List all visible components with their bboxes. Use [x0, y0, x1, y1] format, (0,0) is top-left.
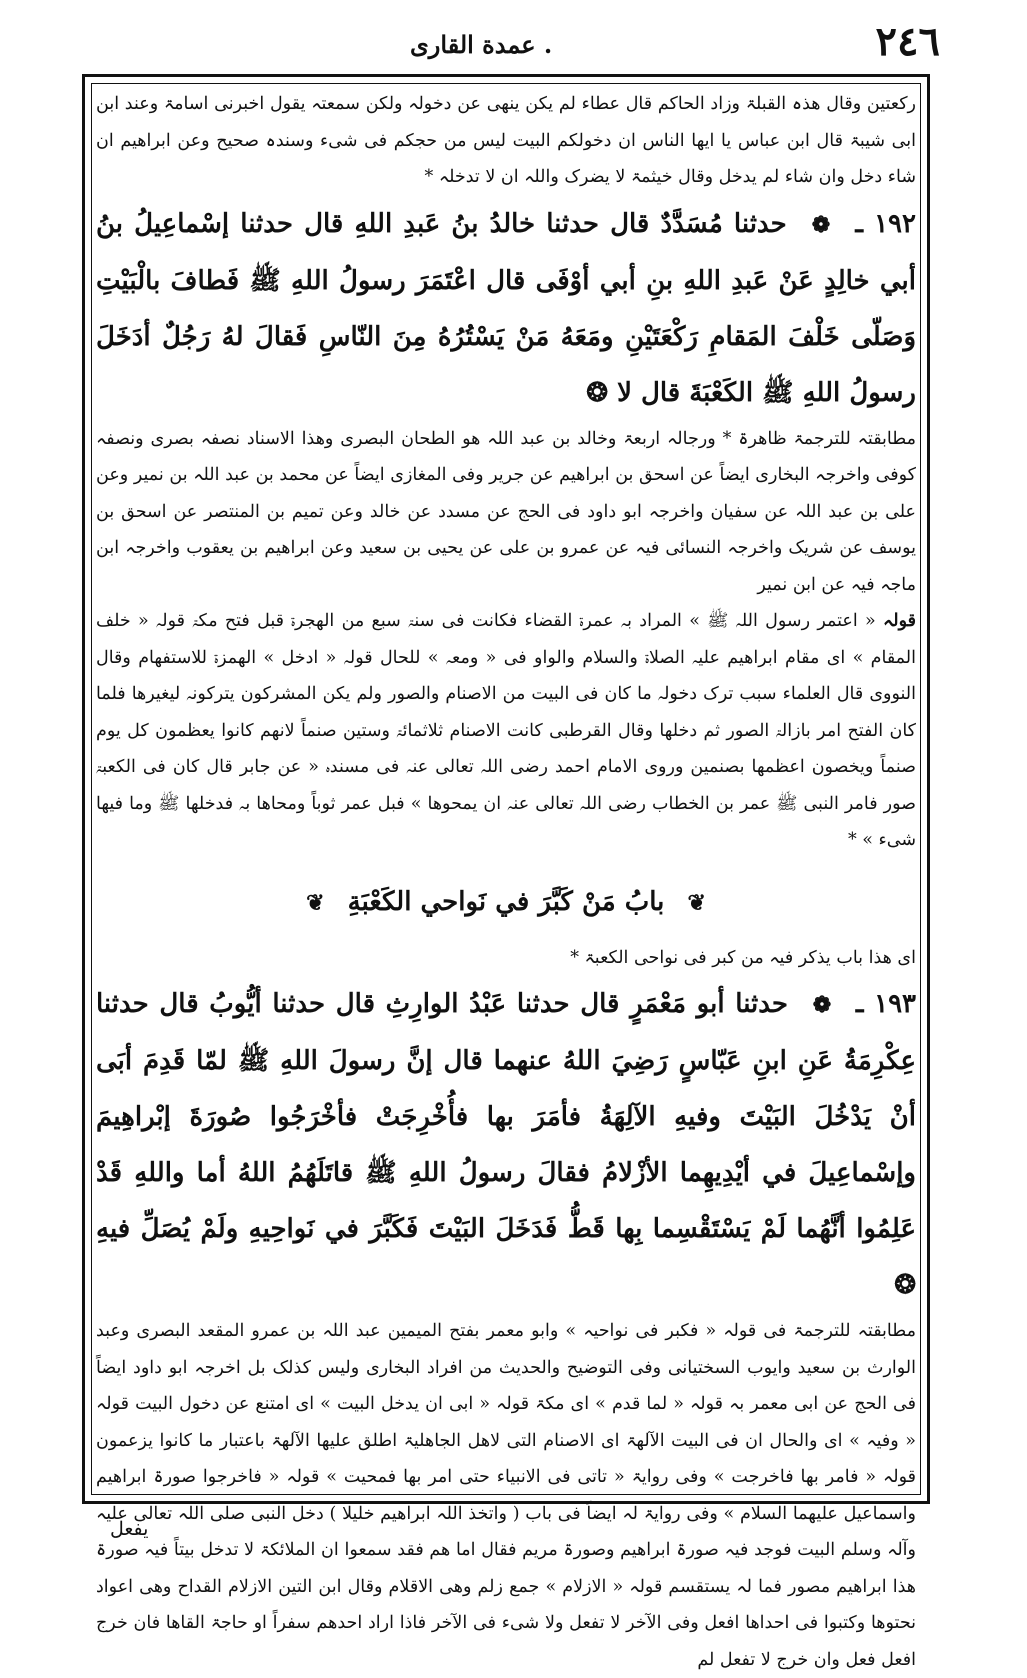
- hadith-number: ١٩٣ ـ: [855, 989, 917, 1019]
- hadith-end-mark-icon: ❂: [894, 1270, 916, 1300]
- hadith-opener: حدثنا: [735, 989, 788, 1019]
- hadith-text: مُسَدَّدٌ قال حدثنا خالدُ بنُ عَبدِ اللهِ قال حدثنا إسْماعِيلُ بنُ أبي خالِدٍ عَنْ عَبدِ اللهِ بنِ أبي أوْفَى قال اعْتَمَرَ رسولُ اللهِ ﷺ فَطافَ بالْبَيْتِ وَصَلّى خَلْفَ المَقامِ رَكْعَتَيْنِ ومَعَهُ مَنْ يَسْتُرُهُ مِنَ النّاسِ فَقالَ لهُ رَجُلٌ أدَخَلَ رسولُ اللهِ ﷺ الكَعْبَةَ قال لا: [96, 208, 916, 408]
- page-header: [80, 18, 940, 68]
- hadith-text: أبو مَعْمَرٍ قال حدثنا عَبْدُ الوارِثِ قال حدثنا أيُّوبُ قال حدثنا عِكْرِمَةُ عَنِ ابنِ عَبّاسٍ رَضِيَ اللهُ عنهما قال إنَّ رسولَ اللهِ ﷺ لمّا قَدِمَ أبَى أنْ يَدْخُلَ البَيْتَ وفيهِ الآلِهَةُ فأمَرَ بها فأُخْرِجَتْ فأخْرَجُوا صُورَةَ إبْراهِيمَ وإسْماعِيلَ في أيْدِيهِما الأزْلامُ فقالَ رسولُ اللهِ ﷺ قاتَلَهُمُ اللهُ أما واللهِ قَدْ عَلِمُوا أنَّهُما لَمْ يَسْتَقْسِما بِها قَطُّ فَدَخَلَ البَيْتَ فَكَبَّرَ في نَواحِيهِ ولَمْ يُصَلِّ فيهِ: [96, 989, 916, 1244]
- commentary-paragraph: [96, 1313, 916, 1678]
- chapter-title: بابُ مَنْ كَبَّرَ في نَواحي الكَعْبَةِ: [347, 886, 665, 917]
- commentary-paragraph: [96, 603, 916, 859]
- commentary-text: ای ھذا باب یذکر فیہ من کبر فی نواحی الکعبۃ *: [570, 947, 916, 968]
- chapter-explanation: [96, 940, 916, 977]
- catchword: یفعل: [110, 1518, 149, 1540]
- hadith-193: [96, 976, 916, 1313]
- commentary-text: مطابقتہ للترجمۃ فی قولہ « فکبر فی نواحیہ » وابو معمر بفتح المیمین عبد اللہ بن عمرو المقعد البصری وعبد الوارث بن سعید وایوب السختیانی وفی التوضیح والحدیث من افراد البخاری ولیس کذلک بل اخرجہ ابو داود ایضاً فی الحج عن ابی معمر بہ قولہ « لما قدم » ای مکۃ قولہ « ابی ان یدخل البیت » ای امتنع عن دخول البیت قولہ « وفیہ » ای والحال ان فی البیت الآلھۃ ای الاصنام التی لاھل الجاھلیۃ اطلق علیھا الآلھۃ باعتبار ما کانوا یزعمون قولہ « فامر بھا فاخرجت » وفی روایۃ « تاتی فی الانبیاء حتی امر بھا فمحیت » قولہ « فاخرجوا صورۃ ابراھیم واسماعیل علیھما السلام » وفی روایۃ لہ ایضاً فی باب ( واتخذ اللہ ابراھیم خلیلا ) دخل النبی صلی اللہ تعالی علیہ وآلہ وسلم البیت فوجد فیہ صورۃ ابراھیم وصورۃ مریم فقال اما ھم فقد سمعوا ان الملائکۃ لا تدخل بیتاً فیہ صورۃ ھذا ابراھیم مصور فما لہ یستقسم قولہ « الازلام » جمع زلم وھی الاقلام وقال ابن التین الازلام القداح وھی اعواد نحتوھا وکتبوا فی احداھا افعل وفی الآخر لا تفعل ولا شیء فی الآخر فاذا اراد احدھم سفراً او حاجۃ القاھا فان خرج افعل فعل وان خرج لا تفعل لم: [96, 1321, 916, 1670]
- commentary-text: رکعتین وقال ھذہ القبلۃ وزاد الحاکم قال عطاء لم یکن ینھی عن دخولہ ولکن سمعتہ یقول اخبرنی اسامۃ وعند ابن ابی شیبۃ قال ابن عباس یا ایھا الناس ان دخولکم البیت لیس من حجکم فی شیء وسندہ صحیح وعن ابراھیم ان شاء دخل وان شاء لم یدخل وقال خیثمۃ لا یضرک واللہ ان لا تدخلہ *: [96, 94, 916, 187]
- hadith-opener: حدثنا: [733, 208, 787, 239]
- ornament-left-icon: ❦: [687, 889, 706, 916]
- chapter-heading: [96, 869, 916, 936]
- hadith-number: ١٩٢ ـ: [855, 208, 916, 239]
- page-number: ٢٤٦: [875, 18, 940, 65]
- commentary-paragraph: [96, 86, 916, 196]
- commentary-text: مطابقتہ للترجمۃ ظاھرۃ * ورجالہ اربعۃ وخالد بن عبد اللہ ھو الطحان البصری وھذا الاسناد نصفہ بصری ونصفہ کوفی واخرجہ البخاری ایضاً عن اسحق بن ابراھیم عن جریر وفی المغازی ایضاً عن محمد بن عبد اللہ بن نمیر وعن علی بن عبد اللہ عن سفیان واخرجہ ابو داود فی الحج عن مسدد عن خالد وعن تمیم بن المنتصر عن اسحق بن یوسف عن شریک واخرجہ النسائی فیہ عن عمرو بن علی عن یحیی بن سعید وعن ابراھیم بن یعقوب واخرجہ ابن ماجہ فیہ عن ابن نمیر: [96, 428, 916, 595]
- ornament-icon: ❁: [811, 211, 831, 238]
- ornament-right-icon: ❦: [306, 889, 325, 916]
- commentary-lead: قولہ: [882, 611, 916, 631]
- commentary-paragraph: [96, 421, 916, 604]
- hadith-192: [96, 196, 916, 421]
- commentary-text: « اعتمر رسول اللہ ﷺ » المراد بہ عمرۃ القضاء فکانت فی سنۃ سبع من الھجرۃ قبل فتح مکۃ قولہ « خلف المقام » ای مقام ابراھیم علیہ الصلاۃ والسلام والواو فی « ومعہ » للحال قولہ « ادخل » الھمزۃ للاستفھام وقال النووی قال العلماء سبب ترک دخولہ ما کان فی البیت من الاصنام والصور ولم یکن المشرکون یترکونہ لیغیرھا فلما کان الفتح امر بازالۃ الصور ثم دخلھا وقال القرطبی کانت الاصنام ثلاثمائۃ وستین صنماً لانھم کانوا یعظمون کل یوم صنماً ویخصون اعظمھا بصنمین وروی الامام احمد رضی اللہ تعالی عنہ فی مسندہ « عن جابر قال کان فی الکعبۃ صور فامر النبی ﷺ عمر بن الخطاب رضی اللہ تعالی عنہ ان یمحوھا » فبل عمر ثوباً ومحاھا بہ فدخلھا ﷺ وما فیھا شیء » *: [96, 611, 916, 850]
- hadith-end-mark-icon: ❂: [586, 377, 608, 408]
- running-title: عمدة القاری .: [410, 30, 553, 59]
- ornament-icon: ❁: [812, 992, 832, 1018]
